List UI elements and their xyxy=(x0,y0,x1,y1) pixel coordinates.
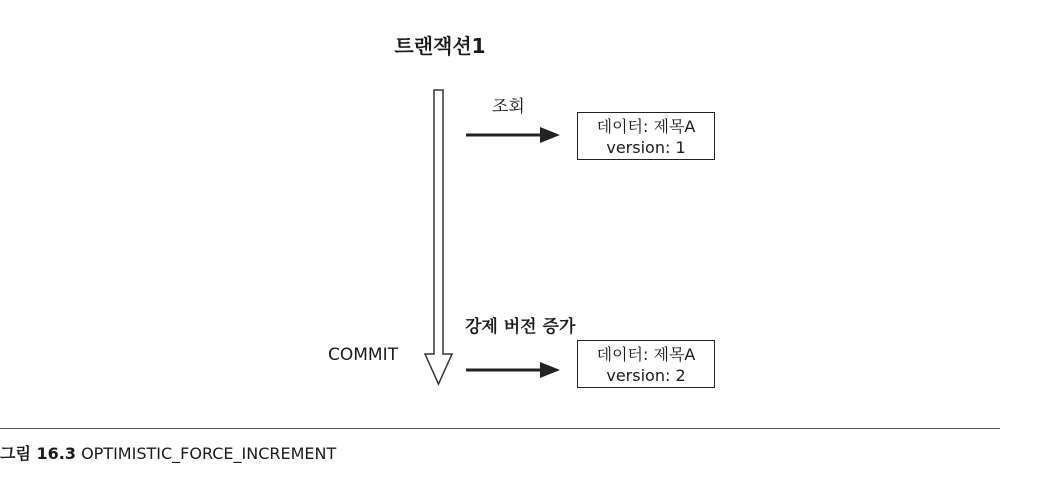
query-label: 조회 xyxy=(492,97,525,117)
figure-caption xyxy=(0,441,336,464)
data-box-version: version: 1 xyxy=(606,138,686,157)
data-box-version-2 xyxy=(577,340,715,388)
commit-arrow-head xyxy=(540,362,560,378)
commit-label: COMMIT xyxy=(328,345,398,365)
figure-caption-text: OPTIMISTIC_FORCE_INCREMENT xyxy=(81,444,337,463)
data-box-title: 데이터: 제목A xyxy=(596,117,696,136)
force-increment-label: 강제 버전 증가 xyxy=(465,317,576,337)
timeline-arrow xyxy=(425,90,452,384)
query-arrow-head xyxy=(540,127,560,143)
transaction-title: 트랜잭션1 xyxy=(394,34,486,58)
data-box-title: 데이터: 제목A xyxy=(596,345,696,364)
figure-number: 그림 16.3 xyxy=(0,444,76,463)
data-box-version-1 xyxy=(577,112,715,160)
divider xyxy=(0,428,1000,429)
data-box-version: version: 2 xyxy=(606,366,686,385)
